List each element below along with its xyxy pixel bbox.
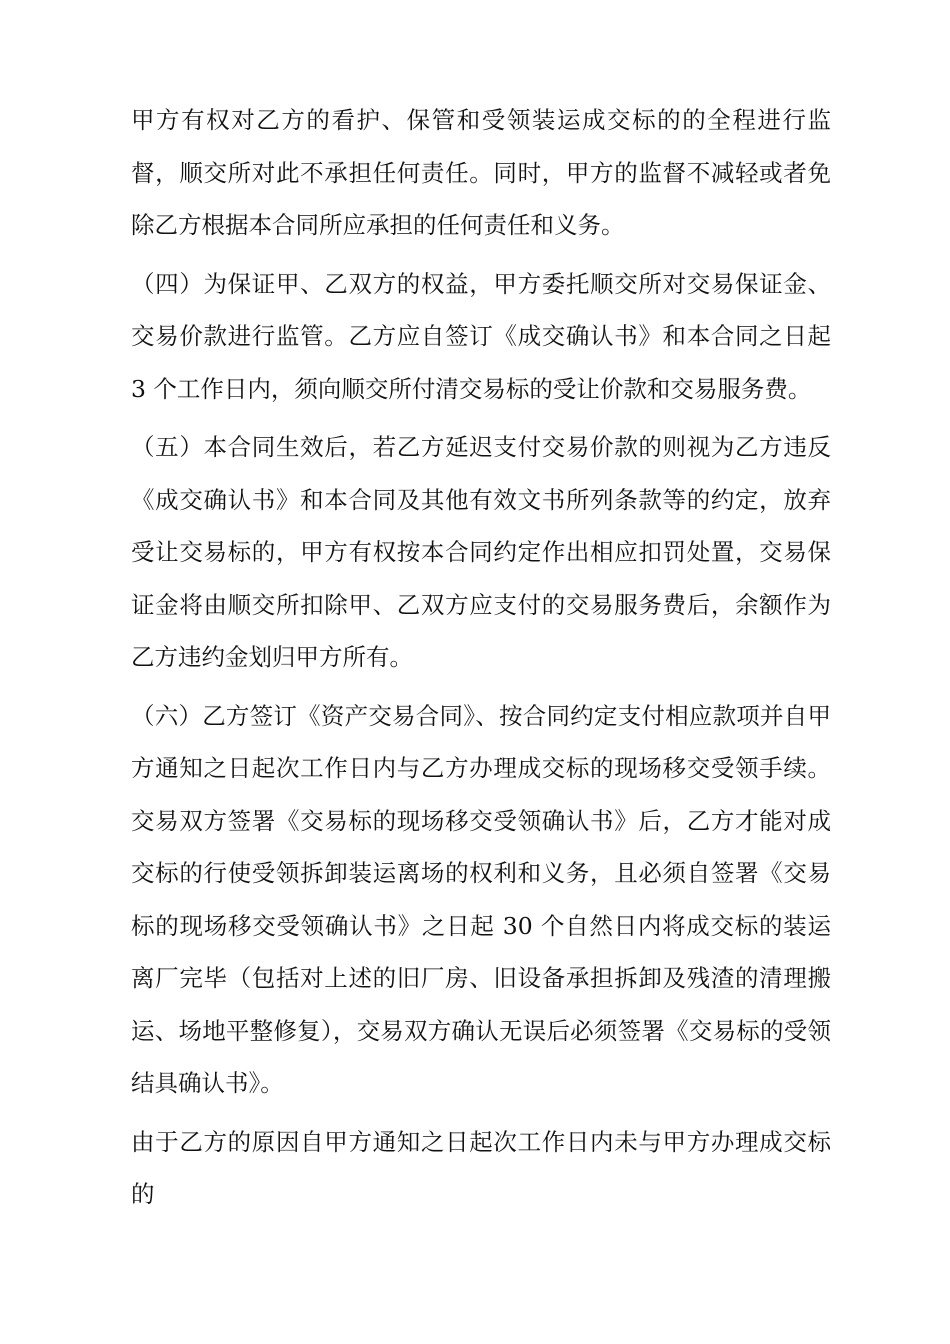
- paragraph-clause-5: （五）本合同生效后，若乙方延迟支付交易价款的则视为乙方违反《成交确认书》和本合同及其他有效文书所列条款等的约定，放弃受让交易标的，甲方有权按本合同约定作出相应扣罚处置，交易保证金将由顺交所扣除甲、乙双方应支付的交易服务费后，余额作为乙方违约金划归甲方所有。: [131, 433, 831, 671]
- paragraph-breach: 由于乙方的原因自甲方通知之日起次工作日内未与甲方办理成交标的: [131, 1127, 831, 1208]
- document-body: [131, 94, 831, 1227]
- paragraph-clause-6: （六）乙方签订《资产交易合同》、按合同约定支付相应款项并自甲方通知之日起次工作日内与乙方办理成交标的现场移交受领手续。交易双方签署《交易标的现场移交受领确认书》后，乙方才能对成交标的行使受领拆卸装运离场的权利和义务，且必须自签署《交易标的现场移交受领确认书》之日起 30 个自然日内将成交标的装运离厂完毕（包括对上述的旧厂房、旧设备承担拆卸及残渣的清理搬运、场地平整修复），交易双方确认无误后必须签署《交易标的受领结具确认书》。: [131, 701, 831, 1097]
- paragraph-supervision: 甲方有权对乙方的看护、保管和受领装运成交标的的全程进行监督，顺交所对此不承担任何责任。同时，甲方的监督不减轻或者免除乙方根据本合同所应承担的任何责任和义务。: [131, 106, 831, 239]
- paragraph-clause-4: （四）为保证甲、乙双方的权益，甲方委托顺交所对交易保证金、交易价款进行监管。乙方应自签订《成交确认书》和本合同之日起 3 个工作日内，须向顺交所付清交易标的受让价款和交易服务费。: [131, 269, 831, 403]
